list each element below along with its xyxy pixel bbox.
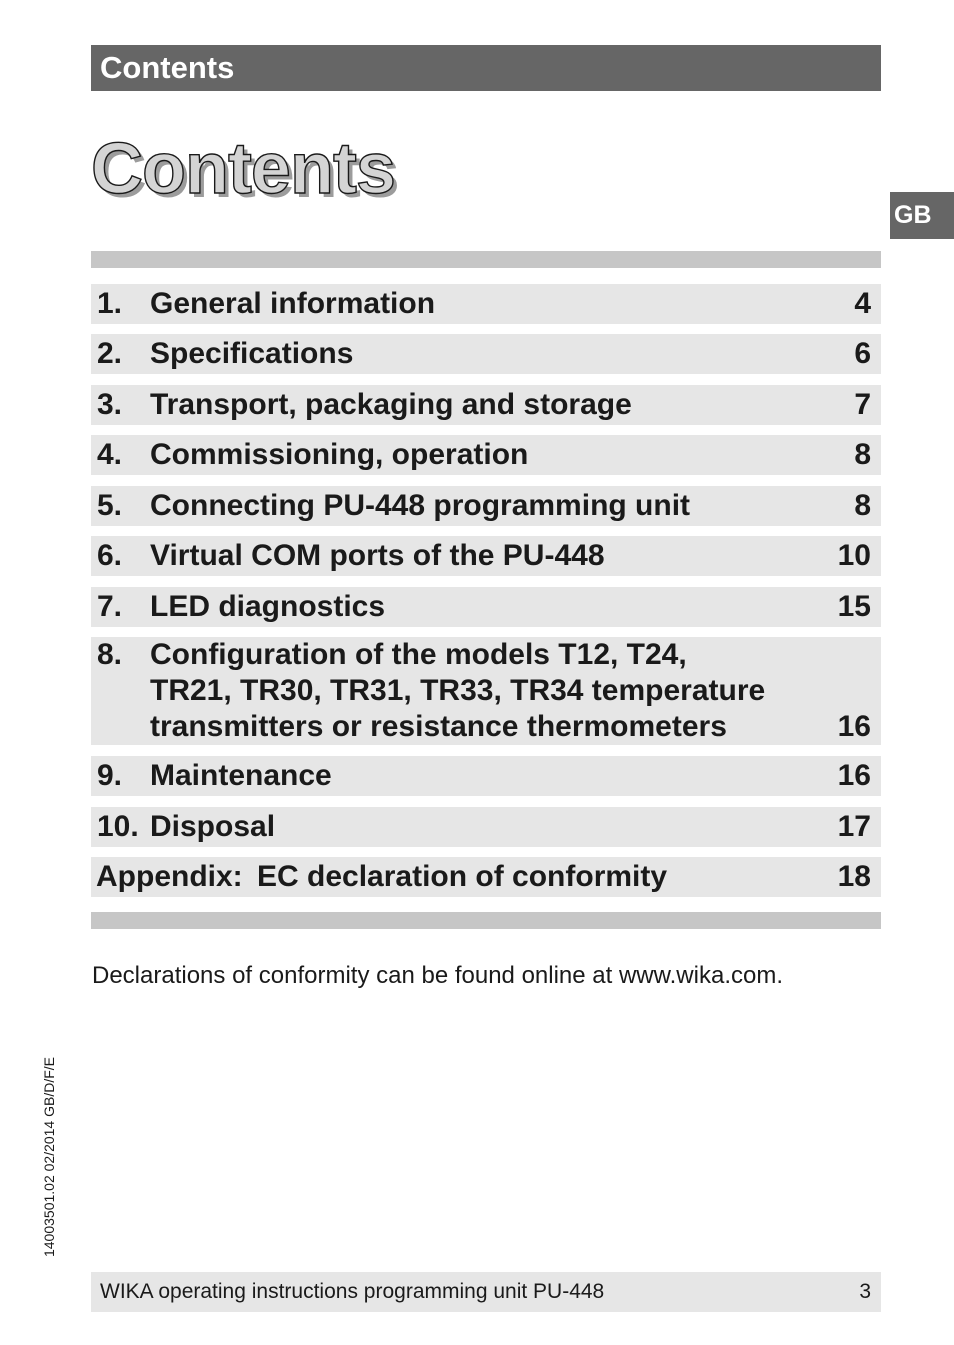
toc-entry-number: Appendix: [96, 860, 243, 893]
toc-entry-title: Commissioning, operation [150, 438, 529, 471]
toc-entry-title-line: TR21, TR30, TR31, TR33, TR34 temperature [150, 674, 766, 707]
toc-entry-title: General information [150, 287, 436, 320]
toc-entry-page: 17 [837, 810, 871, 843]
toc-entry-title: Disposal [150, 810, 276, 843]
toc-entry-title: LED diagnostics [150, 590, 386, 623]
toc-entry-title-line: transmitters or resistance thermometers [150, 710, 727, 743]
section-header: Contents [91, 45, 881, 91]
toc-entry-number: 3. [97, 388, 123, 421]
toc-top-divider [91, 251, 881, 268]
conformity-note: Declarations of conformity can be found online at www.wika.com. [92, 962, 783, 989]
toc-entry-title: Specifications [150, 337, 354, 370]
toc-entry-page: 7 [854, 388, 871, 421]
toc-entry-number: 10. [97, 810, 139, 843]
toc-entry-number: 8. [97, 638, 123, 671]
toc-entry-page: 4 [854, 287, 871, 320]
toc-entry-title: Maintenance [150, 759, 332, 792]
toc-entry-number: 1. [97, 287, 123, 320]
toc-entry-page: 6 [854, 337, 871, 370]
toc-entry-title: EC declaration of conformity [257, 860, 668, 893]
page-number: 3 [859, 1280, 871, 1303]
toc-entry-title [150, 637, 791, 745]
toc-entry-number: 7. [97, 590, 123, 623]
toc-entry-title: Transport, packaging and storage [150, 388, 632, 421]
toc-entry-page: 18 [837, 860, 871, 893]
page-footer [91, 1272, 881, 1312]
toc-entry-page: 15 [837, 590, 871, 623]
toc-entry-number: 4. [97, 438, 123, 471]
toc-entry-commissioning[interactable] [91, 435, 881, 475]
toc-entry-general-information[interactable] [91, 284, 881, 324]
toc-entry-number: 5. [97, 489, 123, 522]
toc-entry-maintenance[interactable] [91, 756, 881, 796]
toc-entry-configuration[interactable] [91, 637, 881, 745]
toc-entry-title-line: Configuration of the models T12, T24, [150, 638, 687, 671]
toc-entry-transport[interactable] [91, 385, 881, 425]
toc-entry-specifications[interactable] [91, 334, 881, 374]
toc-entry-page: 8 [854, 438, 871, 471]
toc-entry-led-diagnostics[interactable] [91, 587, 881, 627]
toc-entry-title: Virtual COM ports of the PU-448 [150, 539, 605, 572]
toc-entry-number: 2. [97, 337, 123, 370]
toc-entry-page: 16 [837, 710, 871, 743]
toc-entry-number: 9. [97, 759, 123, 792]
toc-entry-page: 8 [854, 489, 871, 522]
toc-entry-appendix[interactable] [91, 857, 881, 897]
footer-text: WIKA operating instructions programming unit PU-448 [100, 1280, 605, 1303]
language-tab: GB [890, 192, 954, 239]
toc-entry-title: Connecting PU-448 programming unit [150, 489, 691, 522]
toc-entry-page: 10 [837, 539, 871, 572]
document-id: 14003501.02 02/2014 GB/D/F/E [41, 1056, 57, 1258]
toc-entry-page: 16 [837, 759, 871, 792]
toc-bottom-divider [91, 912, 881, 929]
toc-entry-number: 6. [97, 539, 123, 572]
toc-entry-connecting[interactable] [91, 486, 881, 526]
toc-entry-disposal[interactable] [91, 807, 881, 847]
page-title: Contents [91, 129, 395, 209]
toc-entry-virtual-com[interactable] [91, 536, 881, 576]
